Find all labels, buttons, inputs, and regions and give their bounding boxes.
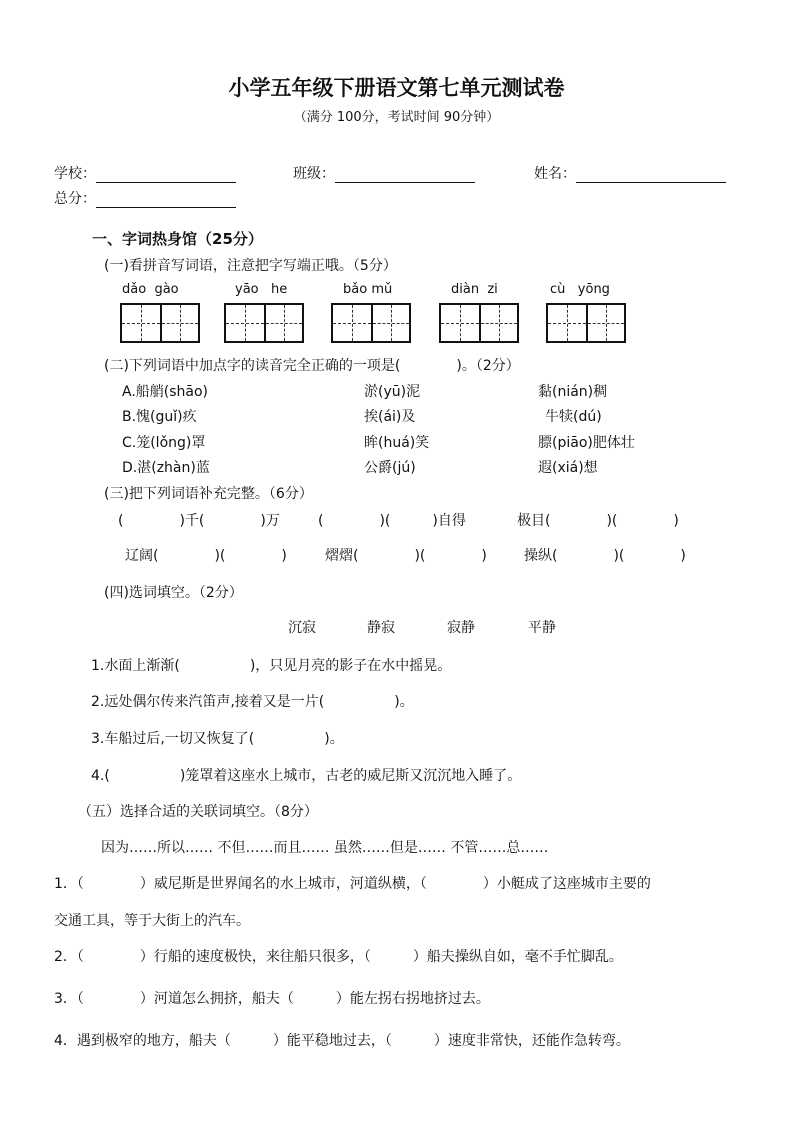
writing-grid[interactable] xyxy=(439,303,519,343)
q3-item[interactable]: ( )( )自得 xyxy=(318,513,466,529)
q2-option: 黏(nián)稠 xyxy=(538,384,608,400)
class-blank[interactable] xyxy=(335,168,475,183)
q2-option: 遐(xiá)想 xyxy=(538,460,598,476)
q3-item[interactable]: 极目( )( ) xyxy=(517,513,679,529)
q4-word: 寂静 xyxy=(447,620,475,636)
page-title: 小学五年级下册语文第七单元测试卷 xyxy=(228,75,565,100)
q2-option: A.船艄(shāo) xyxy=(122,384,209,400)
q5-item[interactable]: 1．（ ）威尼斯是世界闻名的水上城市，河道纵横，（ ）小艇成了这座城市主要的 xyxy=(54,876,651,892)
school-blank[interactable] xyxy=(96,168,236,183)
total-label: 总分： xyxy=(54,191,96,207)
writing-grid[interactable] xyxy=(224,303,304,343)
grid-cell[interactable] xyxy=(160,305,198,341)
grid-cell[interactable] xyxy=(264,305,302,341)
q5-item[interactable]: 3．（ ）河道怎么拥挤，船夫（ ）能左拐右拐地挤过去。 xyxy=(54,991,490,1007)
q5-item[interactable]: 交通工具，等于大街上的汽车。 xyxy=(54,913,250,929)
q5-text: （五）选择合适的关联词填空。（8分） xyxy=(78,804,318,820)
q3-item[interactable]: 熠熠( )( ) xyxy=(325,548,487,564)
name-blank[interactable] xyxy=(576,168,726,183)
pinyin-syllable: yāo xyxy=(235,282,259,297)
pinyin-5 xyxy=(550,282,610,297)
name-field[interactable] xyxy=(534,163,726,183)
grid-cell[interactable] xyxy=(371,305,409,341)
q3-item[interactable]: 辽阔( )( ) xyxy=(125,548,287,564)
q4-item[interactable]: 2.远处偶尔传来汽笛声,接着又是一片( )。 xyxy=(91,694,414,710)
q5-item[interactable]: 4．遇到极窄的地方，船夫（ ）能平稳地过去，（ ）速度非常快，还能作急转弯。 xyxy=(54,1033,630,1049)
pinyin-syllable: bǎo xyxy=(343,282,368,297)
school-field[interactable] xyxy=(54,163,236,183)
q4-word: 沉寂 xyxy=(288,620,316,636)
q4-word: 静寂 xyxy=(367,620,395,636)
q4-word: 平静 xyxy=(528,620,556,636)
pinyin-2 xyxy=(235,282,287,297)
q4-item[interactable]: 3.车船过后,一切又恢复了( )。 xyxy=(91,731,344,747)
q2-option: 挨(ái)及 xyxy=(364,409,416,425)
total-blank[interactable] xyxy=(96,193,236,208)
q3-text: (三)把下列词语补充完整。（6分） xyxy=(104,486,313,502)
q3-item[interactable]: ( )千( )万 xyxy=(118,513,280,529)
grid-cell[interactable] xyxy=(479,305,517,341)
pinyin-syllable: cù xyxy=(550,282,566,297)
writing-grid[interactable] xyxy=(120,303,200,343)
writing-grid[interactable] xyxy=(546,303,626,343)
pinyin-syllable: gào xyxy=(154,282,179,297)
q2-option: 牛犊(dú) xyxy=(545,409,602,425)
page-subtitle: （满分 100分，考试时间 90分钟） xyxy=(293,110,500,125)
q3-item[interactable]: 操纵( )( ) xyxy=(524,548,686,564)
q2-option: D.湛(zhàn)蓝 xyxy=(122,460,210,476)
q1-text: (一)看拼音写词语，注意把字写端正哦。（5分） xyxy=(104,258,397,274)
pinyin-syllable: mǔ xyxy=(371,282,393,297)
q2-option: 膘(piāo)肥体壮 xyxy=(538,435,635,451)
grid-cell[interactable] xyxy=(441,305,479,341)
grid-cell[interactable] xyxy=(226,305,264,341)
q2-option: 公爵(jú) xyxy=(364,460,416,476)
pinyin-syllable: zi xyxy=(487,282,498,297)
grid-cell[interactable] xyxy=(548,305,586,341)
pinyin-syllable: dǎo xyxy=(122,282,147,297)
grid-cell[interactable] xyxy=(333,305,371,341)
grid-cell[interactable] xyxy=(586,305,624,341)
pinyin-1 xyxy=(122,282,179,297)
q2-option: B.愧(guǐ)疚 xyxy=(122,409,197,425)
part1-heading: 一、字词热身馆（25分） xyxy=(92,230,263,248)
q4-item[interactable]: 4.( )笼罩着这座水上城市，古老的威尼斯又沉沉地入睡了。 xyxy=(91,768,522,784)
total-field[interactable] xyxy=(54,188,236,208)
class-field[interactable] xyxy=(293,163,475,183)
q5-item[interactable]: 2．（ ）行船的速度极快，来往船只很多，（ ）船夫操纵自如，毫不手忙脚乱。 xyxy=(54,949,623,965)
grid-cell[interactable] xyxy=(122,305,160,341)
q5-options: 因为……所以…… 不但……而且…… 虽然……但是…… 不管……总…… xyxy=(101,840,549,856)
q4-item[interactable]: 1.水面上渐渐( )，只见月亮的影子在水中摇晃。 xyxy=(91,658,452,674)
q4-text: (四)选词填空。（2分） xyxy=(104,585,243,601)
school-label: 学校： xyxy=(54,166,96,182)
q2-option: 眸(huá)笑 xyxy=(364,435,430,451)
pinyin-4 xyxy=(451,282,498,297)
class-label: 班级： xyxy=(293,166,335,182)
pinyin-syllable: diàn xyxy=(451,282,480,297)
pinyin-syllable: yōng xyxy=(577,282,610,297)
pinyin-syllable: he xyxy=(271,282,288,297)
name-label: 姓名： xyxy=(534,166,576,182)
q2-option: 淤(yū)泥 xyxy=(364,384,421,400)
pinyin-3 xyxy=(343,282,392,297)
q2-text: (二)下列词语中加点字的读音完全正确的一项是( )。（2分） xyxy=(104,358,520,374)
q2-option: C.笼(lǒng)罩 xyxy=(122,435,206,451)
writing-grid[interactable] xyxy=(331,303,411,343)
